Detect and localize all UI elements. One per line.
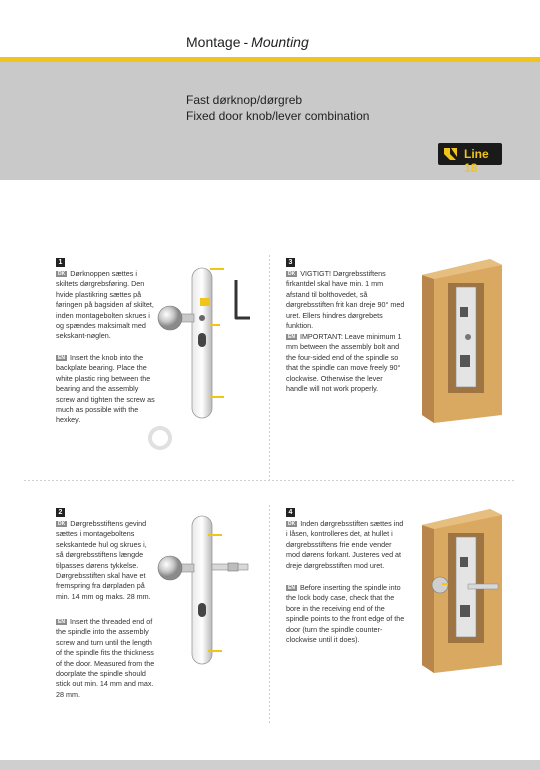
latch	[460, 557, 468, 567]
bolt	[460, 355, 470, 367]
door-side	[422, 275, 434, 423]
door-knob	[158, 556, 182, 580]
yellow-tick-top	[210, 268, 224, 270]
screw-marker-top	[200, 298, 210, 306]
line18-logo-mark-icon	[441, 145, 461, 163]
bolt	[460, 605, 470, 617]
yellow-tick-top	[208, 534, 222, 536]
row-divider	[24, 480, 516, 481]
spindle-thread	[228, 563, 238, 571]
lang-tag-en: EN	[288, 334, 295, 340]
step-1-number: 1	[56, 258, 65, 267]
hex-key	[236, 280, 250, 318]
step-3-text-danish: DK VIGTIGT! Dørgrebsstiftens firkantdel skal have min. 1 mm afstand til bolthovedet, så dørgrebsstiften frit kan dreje 90° med uret. Ellers hindres dørgrebets funktion.	[286, 269, 405, 331]
yellow-tick-bottom	[210, 396, 224, 398]
page-header	[0, 0, 540, 60]
keyhole	[198, 603, 206, 617]
bearing-hole	[199, 315, 205, 321]
step-4-number: 4	[286, 508, 295, 517]
step-1-text-danish: DK Dørknoppen sættes i skiltets dørgrebsføring. Den hvide plastikring sættes på føringen på bagsiden af skiltet, inden montagebolten skrues i og spændes maksimalt med sekskant-nøglen.	[56, 269, 154, 341]
latch	[460, 307, 468, 317]
step-4-text-english: EN Before inserting the spindle into the lock body case, check that the bore in the receiving end of the spindle points to the front edge of the door (turn the spindle counter-clockwise until it does).	[286, 583, 405, 645]
page-title	[186, 34, 309, 50]
spindle-hole	[465, 334, 471, 340]
step-1-illustration	[140, 258, 270, 458]
lang-tag-dk: DK	[288, 521, 296, 527]
title-separator: -	[243, 34, 249, 50]
step-3-number: 3	[286, 258, 295, 267]
title-danish: Montage	[186, 34, 241, 50]
step-2-illustration	[140, 508, 270, 668]
yellow-tick	[442, 583, 448, 585]
door-side	[422, 525, 434, 673]
lang-tag-dk: DK	[58, 521, 66, 527]
keyhole	[198, 333, 206, 347]
lang-tag-en: EN	[58, 619, 65, 625]
lang-tag-en: EN	[58, 355, 65, 361]
spindle	[468, 584, 498, 589]
door-knob	[158, 306, 182, 330]
lang-tag-dk: DK	[58, 271, 66, 277]
step-2-text-danish: DK Dørgrebsstiftens gevind sættes i montageboltens sekskantede hul og skrues i, så dørgrebsstiftens længde tilpasses dørens tykkelse. Dørgrebsstiften skal have et fremspring fra dørpladen på min. 14 mm og maks. 28 mm.	[56, 519, 151, 601]
line18-logo	[438, 143, 502, 175]
yellow-tick-mid	[210, 324, 220, 326]
lang-tag-dk: DK	[288, 271, 296, 277]
step-2-number: 2	[56, 508, 65, 517]
yellow-tick-bottom	[208, 650, 222, 652]
product-name-danish: Fast dørknop/dørgreb	[186, 93, 303, 107]
logo-text: Line 18	[464, 147, 489, 175]
step-3-illustration	[412, 255, 504, 425]
product-name-english: Fixed door knob/lever combination	[186, 109, 370, 123]
step-1-text-english: EN Insert the knob into the backplate bearing. Place the white plastic ring between the bearing and the assembly screw and tighten the screw as much as possible with the hexkey.	[56, 353, 155, 425]
backplate	[192, 516, 212, 664]
step-2-text-english: EN Insert the threaded end of the spindle into the assembly screw and turn until the length of the spindle fits the thickness of the door. Measured from the doorplate the spindle should stick out min. 14 mm and max. 28 mm.	[56, 617, 155, 699]
step-4-text-danish: DK Inden dørgrebsstiften sættes ind i låsen, kontrolleres det, at hullet i dørgrebsstiftens frie ende vender mod dørens forkant. Justeres ved at dreje dørgrebsstiften mod uret.	[286, 519, 404, 570]
lang-tag-en: EN	[288, 585, 295, 591]
plastic-ring	[150, 428, 170, 448]
step-4-illustration	[412, 505, 504, 675]
step-3-text-english: EN IMPORTANT: Leave minimum 1 mm between the assembly bolt and the four-sided end of the spindle so that the spindle can move freely 90° clockwise. Otherwise the lever handle will not work properly.	[286, 332, 402, 394]
product-band	[0, 62, 540, 180]
footer-rule	[0, 760, 540, 770]
title-english: Mounting	[251, 34, 309, 50]
